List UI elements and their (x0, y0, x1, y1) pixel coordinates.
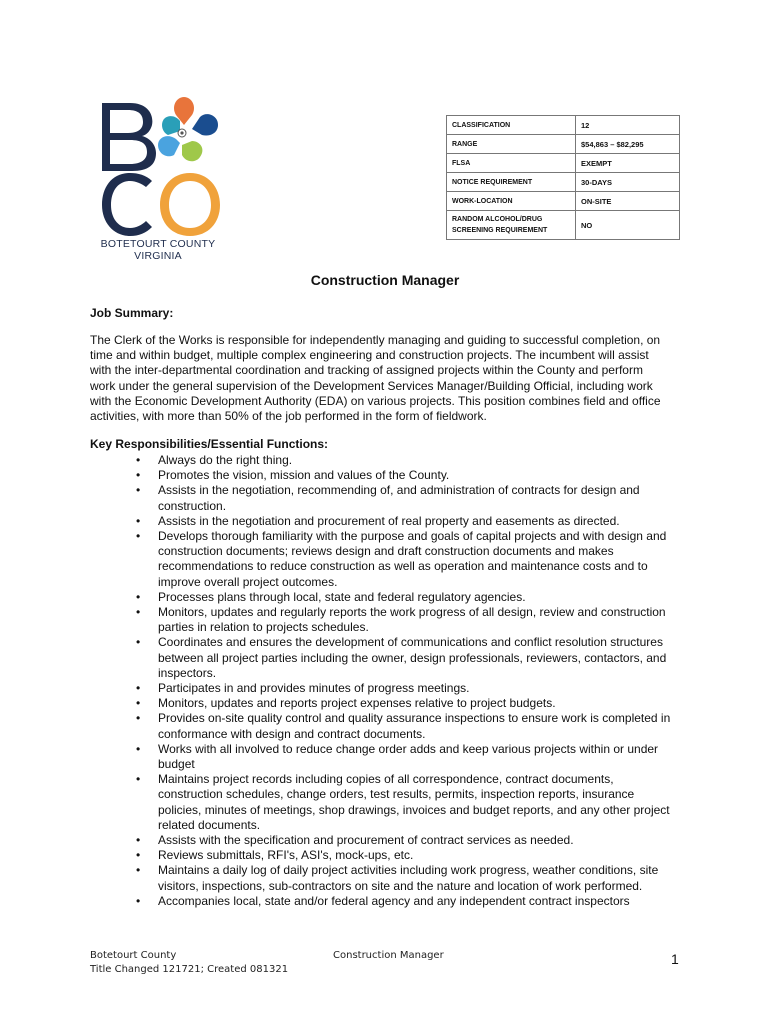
responsibilities-list (90, 453, 678, 909)
list-item: • Assists in the negotiation and procurement of real property and easements as directed. (90, 514, 678, 529)
info-value: EXEMPT (576, 154, 680, 173)
page-number: 1 (671, 951, 679, 967)
job-summary-heading: Job Summary: (90, 306, 174, 320)
list-item: • Monitors, updates and regularly reports the work progress of all design, review and construction parties in relation to projects schedules. (90, 605, 678, 635)
footer-left (90, 949, 288, 977)
list-item: • Reviews submittals, RFI's, ASI's, mock-ups, etc. (90, 848, 678, 863)
info-row-classification (447, 116, 680, 135)
info-row-range (447, 135, 680, 154)
footer-changed: Title Changed 121721; Created 081321 (90, 964, 289, 975)
info-row-flsa (447, 154, 680, 173)
page-title: Construction Manager (310, 272, 460, 288)
logo-letter-b (102, 103, 156, 171)
info-row-notice (447, 173, 680, 192)
list-item: • Always do the right thing. (90, 453, 678, 468)
info-label: RANDOM ALCOHOL/DRUG SCREENING REQUIREMENT (447, 211, 576, 240)
logo-county-name (96, 238, 220, 262)
list-item: • Works with all involved to reduce change order adds and keep various projects within or under budget (90, 742, 678, 772)
info-label: FLSA (447, 154, 576, 173)
list-item: • Develops thorough familiarity with the purpose and goals of capital projects and with design and construction documents; reviews design and draft construction documents and makes recommendations to reduce construction as well as operation and maintenance costs and to improve overall project outcomes. (90, 529, 678, 590)
info-row-screening (447, 211, 680, 240)
footer-org: Botetourt County (90, 950, 177, 961)
responsibilities-heading: Key Responsibilities/Essential Functions: (90, 437, 329, 451)
list-item: • Maintains project records including copies of all correspondence, contract documents, construction schedules, change orders, test results, permits, inspection reports, insurance policies, minutes of meetings, shop drawings, invoices and budget reports, and any other project related documents. (90, 772, 678, 833)
info-label: WORK-LOCATION (447, 192, 576, 211)
info-value: NO (576, 211, 680, 240)
logo-letter-o (160, 173, 220, 236)
logo-petal-green (182, 141, 202, 161)
info-label: RANGE (447, 135, 576, 154)
info-row-work-location (447, 192, 680, 211)
info-label: NOTICE REQUIREMENT (447, 173, 576, 192)
list-item: • Participates in and provides minutes of progress meetings. (90, 681, 678, 696)
county-logo (96, 95, 226, 270)
list-item: • Maintains a daily log of daily project activities including work progress, weather conditions, site visitors, inspections, sub-contractors on site and the nature and location of work performed. (90, 863, 678, 893)
footer-center: Construction Manager (333, 950, 444, 961)
logo-letter-c (102, 173, 152, 236)
list-item: • Provides on-site quality control and quality assurance inspections to ensure work is completed in conformance with design and contract documents. (90, 711, 678, 741)
list-item: • Accompanies local, state and/or federal agency and any independent contract inspectors (90, 894, 678, 909)
logo-line-state: VIRGINIA (134, 250, 182, 262)
list-item: • Processes plans through local, state and federal regulatory agencies. (90, 590, 678, 605)
logo-petal-sky (158, 136, 180, 156)
info-value: 30-DAYS (576, 173, 680, 192)
info-value: ON-SITE (576, 192, 680, 211)
job-info-table (446, 115, 680, 240)
list-item: • Assists with the specification and procurement of contract services as needed. (90, 833, 678, 848)
boco-logo-mark (96, 95, 226, 240)
logo-petal-blue (192, 114, 218, 135)
logo-petal-teal (162, 116, 180, 135)
list-item: • Promotes the vision, mission and values of the County. (90, 468, 678, 483)
info-label: CLASSIFICATION (447, 116, 576, 135)
list-item: • Assists in the negotiation, recommending of, and administration of contracts for design and construction. (90, 483, 678, 513)
job-summary-text: The Clerk of the Works is responsible for independently managing and guiding to successful completion, on time and within budget, multiple complex engineering and construction projects. The incumbent will assist with the inter-departmental coordination and tracking of assigned projects within the County and perform work under the general supervision of the Development Services Manager/Building Official, including work with the Economic Development Authority (EDA) on various projects. This position combines field and office activities, with more than 50% of the job performed in the form of fieldwork. (90, 333, 661, 424)
list-item: • Monitors, updates and reports project expenses relative to project budgets. (90, 696, 678, 711)
logo-line-county: BOTETOURT COUNTY (100, 238, 216, 250)
info-value: 12 (576, 116, 680, 135)
list-item: • Coordinates and ensures the development of communications and conflict resolution structures between all project parties including the owner, design professionals, reviewers, contactors, and inspectors. (90, 635, 678, 681)
info-value: $54,863 – $82,295 (576, 135, 680, 154)
